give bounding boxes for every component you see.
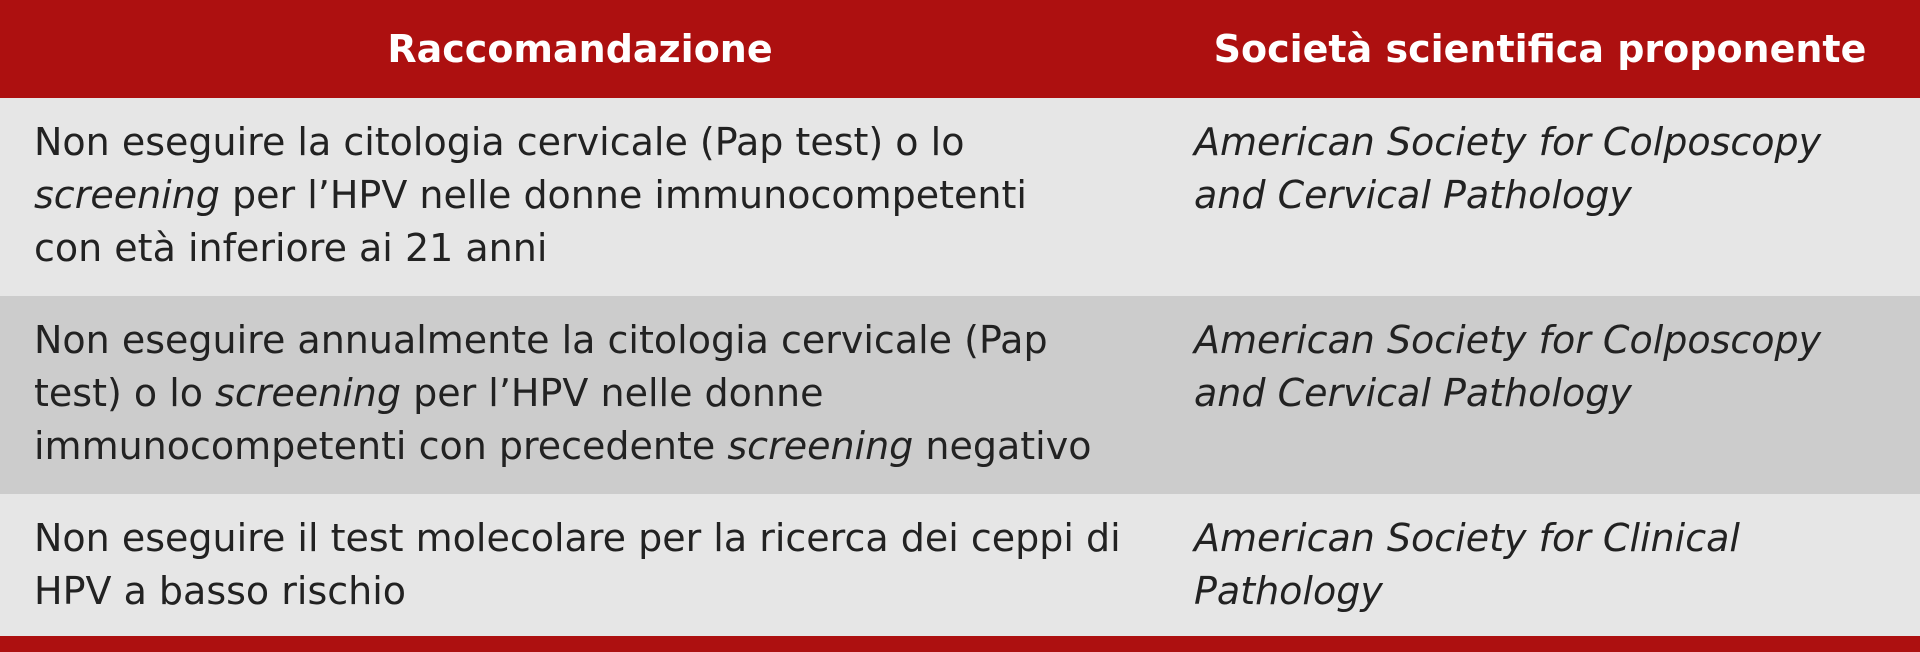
society-line: American Society for Clinical	[1194, 516, 1740, 560]
recommendation-line	[34, 169, 1160, 222]
recommendation-line: HPV a basso rischio	[34, 569, 407, 613]
table-row	[0, 296, 1920, 494]
recommendation-text: immunocompetenti con precedente	[34, 424, 728, 468]
society-line: and Cervical Pathology	[1194, 173, 1632, 217]
header-recommendation: Raccomandazione	[387, 27, 773, 71]
society-cell	[1160, 296, 1920, 494]
society-line: Pathology	[1194, 569, 1383, 613]
society-line: and Cervical Pathology	[1194, 371, 1632, 415]
header-society: Società scientifica proponente	[1213, 27, 1867, 71]
table-row	[0, 494, 1920, 636]
recommendation-text: test) o lo	[34, 371, 216, 415]
society-line: American Society for Colposcopy	[1194, 120, 1822, 164]
society-line: American Society for Colposcopy	[1194, 318, 1822, 362]
recommendation-line	[34, 420, 1160, 473]
recommendation-cell	[0, 296, 1160, 494]
recommendation-text: per l’HPV nelle donne	[401, 371, 824, 415]
recommendation-cell	[0, 98, 1160, 296]
recommendation-line: con età inferiore ai 21 anni	[34, 226, 548, 270]
emphasis-text: screening	[727, 424, 914, 468]
recommendation-text: negativo	[913, 424, 1092, 468]
recommendation-line	[34, 367, 1160, 420]
table-footer-bar	[0, 636, 1920, 652]
emphasis-text: screening	[215, 371, 402, 415]
recommendation-cell	[0, 494, 1160, 636]
emphasis-text: screening	[34, 173, 220, 217]
recommendation-line: Non eseguire la citologia cervicale (Pap test) o lo	[34, 120, 965, 164]
table-header	[0, 0, 1920, 98]
society-cell	[1160, 494, 1920, 636]
table-row	[0, 98, 1920, 296]
society-cell	[1160, 98, 1920, 296]
recommendation-line: Non eseguire annualmente la citologia cervicale (Pap	[34, 318, 1048, 362]
recommendation-line: Non eseguire il test molecolare per la ricerca dei ceppi di	[34, 516, 1121, 560]
recommendation-text: per l’HPV nelle donne immunocompetenti	[219, 173, 1027, 217]
